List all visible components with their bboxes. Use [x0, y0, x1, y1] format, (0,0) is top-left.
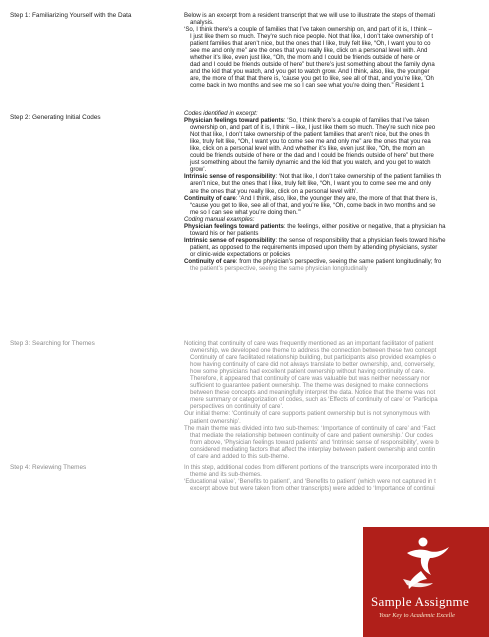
manual-line: patient, as opposed to the requirements imposed upon them by attending physicians, syster: [190, 243, 438, 251]
step-3-label: Step 3: Searching for Themes: [10, 340, 95, 347]
coding-manual-label: Coding manual examples:: [184, 215, 255, 223]
dancer-logo-icon: [363, 527, 489, 637]
step-4-label: Step 4: Reviewing Themes: [10, 464, 87, 471]
theme-line: between these concepts and meaningfully interpret the data. Notice that the theme was not: [190, 389, 436, 397]
theme-line: Therefore, it appeared that continuity of care was valuable but was neither necessary nor: [190, 375, 430, 383]
quote-line: ‘So, I think there’s a couple of families that I’ve taken ownership on, and part of it is, I think –: [184, 26, 432, 34]
theme-line: considered mediating factors that affect the interplay between patient ownership and contin: [190, 445, 436, 453]
quote-line: come back in two months and see me so I can see what you’re doing then.” Resident 1: [190, 82, 425, 90]
review-line: theme and its sub-themes.: [190, 471, 262, 479]
code-line: grow’.: [190, 166, 207, 174]
quote-line: dad and I could be friends outside of here” but there’s just something about the family dyna: [190, 61, 435, 69]
manual-term: Continuity of care: [184, 257, 236, 265]
intro-line: analysis.: [190, 19, 214, 27]
code-line: could be friends outside of here or the dad and I could be friends outside of here” but there: [190, 152, 434, 160]
codes-identified-label: Codes identified in excerpt:: [184, 110, 258, 117]
manual-line: or clinic-wide expectations or policies: [190, 250, 291, 258]
manual-text: : the feelings, either positive or negative, that a physician ha: [283, 222, 446, 230]
code-line: aren’t nice, but the ones that I like, truly felt like, “Oh, I want you to come see me and only: [190, 180, 432, 188]
step-2-content: [184, 110, 489, 272]
theme-line: of care and added to this sub-theme.: [190, 452, 290, 460]
theme-line: Our initial theme: ‘Continuity of care supports patient ownership but is not synonymous with: [184, 410, 430, 418]
code-line: are the ones that you really like, click on a personal level with’.: [190, 187, 359, 195]
quote-line: whether it’s like, even just like, “Oh, the mom and I could be friends outside of here or: [190, 54, 420, 62]
quote-line: are, the more of that that there is, ‘cause you get to like, see all of that, and you’re like, ‘Oh: [190, 75, 434, 83]
code-line: like, truly felt like, “Oh, I want you to come see me and only me” are the ones that you rea: [190, 138, 431, 146]
intro-line: Below is an excerpt from a resident transcript that we will use to illustrate the steps of themati: [184, 12, 435, 19]
theme-line: patient ownership’.: [190, 417, 241, 425]
sample-assignment-badge[interactable]: [363, 527, 489, 637]
code-text: : ‘Not that like, I don’t take ownership of the patient families th: [275, 173, 442, 181]
manual-term: Intrinsic sense of responsibility: [184, 236, 276, 244]
code-term: Physician feelings toward patients: [184, 117, 284, 125]
step-1-label: Step 1: Familiarizing Yourself with the Data: [10, 12, 132, 19]
review-line: In this step, additional codes from different portions of the transcripts were incorporated into th: [184, 464, 438, 471]
theme-line: Noticing that continuity of care was frequently mentioned as an important facilitator of patient: [184, 340, 434, 347]
quote-line: see me and only me” are the ones that you really like, click on a personal level with. And: [190, 47, 428, 55]
theme-line: from above, ‘Physician feelings toward patients’ and ‘Intrinsic sense of responsibility’, were b: [190, 438, 439, 446]
quote-line: and the kid that you watch, and you get to watch grow. And I think, also, like, the younger: [190, 68, 430, 76]
code-line: just something about the family dynamic and the kid that you watch, and you get to watch: [190, 159, 431, 167]
code-line: “cause you get to like, see all of that, and you’re like, “Oh, come back in two months and se: [190, 201, 436, 209]
manual-text: : the sense of responsibility that a physician feels toward his/he: [275, 236, 446, 244]
manual-line: the patient’s perspective, seeing the same physician longitudinally: [190, 265, 368, 273]
step-4-content: [184, 464, 489, 492]
manual-term: Physician feelings toward patients: [184, 222, 284, 230]
theme-line: perspectives on continuity of care’.: [190, 403, 284, 411]
code-line: Not that like, I don’t take ownership of the patient families that aren’t nice, but the ones th: [190, 131, 430, 139]
step-3-content: [184, 340, 489, 460]
badge-subtitle: Your Key to Academic Excelle: [379, 612, 455, 619]
code-term: Intrinsic sense of responsibility: [184, 173, 276, 181]
theme-line: mere summary or categorization of codes, such as ‘Effects of continuity of care’ or ‘Participa: [190, 396, 438, 404]
theme-line: ownership, we developed one theme to address the connection between these two concept: [190, 347, 437, 355]
review-line: excerpt above but were taken from other transcripts) were added to ‘Importance of continui: [190, 485, 435, 493]
code-text: : ‘So, I think there’s a couple of families that I’ve taken: [283, 117, 430, 125]
manual-line: toward his or her patients: [190, 229, 259, 237]
theme-line: that mediate the relationship between continuity of care and patient ownership.’ Our codes: [190, 431, 433, 439]
code-line: ownership on, and part of it is, I think – like, I just like them so much. They’re such nice peo: [190, 124, 436, 132]
review-line: ‘Educational value’, ‘Benefits to patient’, and ‘Benefits to patient’ (which were not captured in t: [184, 478, 436, 486]
theme-line: how having continuity of care did not always translate to better ownership, and, conversely,: [190, 361, 435, 369]
manual-text: : from the physician’s perspective, seeing the same patient longitudinally; fro: [235, 257, 442, 265]
theme-line: sufficient to guarantee patient ownership. The theme was designed to make connections: [190, 382, 429, 390]
step-2-label: Step 2: Generating Initial Codes: [10, 114, 101, 121]
code-line: like, click on a personal level with. And whether it’s like, even just like, “Oh, the mom an: [190, 145, 425, 153]
quote-line: patient families that aren’t nice, but the ones that I like, truly felt like, “Oh, I want you to co: [190, 40, 431, 48]
theme-line: The main theme was divided into two sub-themes: ‘Importance of continuity of care’ and ‘Fact: [184, 424, 436, 432]
theme-line: Continuity of care facilitated relationship building, but participants also provided examples o: [190, 354, 436, 362]
badge-title: Sample Assignme: [371, 594, 470, 609]
quote-line: I just like them so much. They’re such nice people. Not that like, I don’t take ownership of t: [190, 33, 434, 41]
theme-line: how some physicians had excellent patient ownership without having continuity of care.: [190, 368, 426, 376]
step-1-content: [184, 12, 489, 90]
code-line: me so I can see what you’re doing then.”’: [190, 208, 302, 216]
code-term: Continuity of care: [184, 194, 236, 202]
code-text: : ‘And I think, also, like, the younger they are, the more of that that there is,: [235, 194, 438, 202]
